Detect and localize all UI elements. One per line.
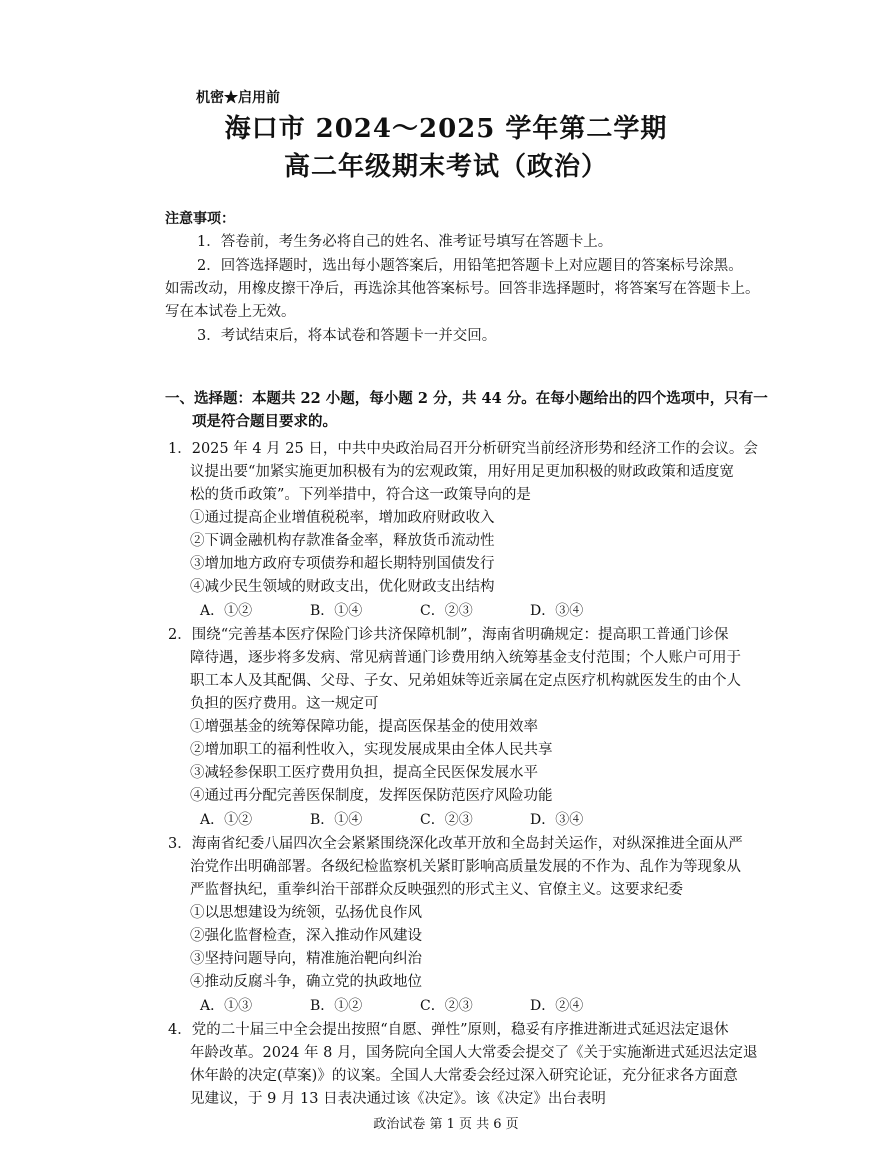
answer-options [200,600,640,620]
question-item: ④减少民生领域的财政支出，优化财政支出结构 [190,579,495,595]
question-stem-line: 见建议，于 9 月 13 日表决通过该《决定》。该《决定》出台表明 [190,1091,606,1107]
question-item: ③减轻参保职工医疗费用负担，提高全民医保发展水平 [190,765,538,781]
notice-item-3: 3．考试结束后，将本试卷和答题卡一并交回。 [197,328,497,344]
option-a: A．①③ [200,998,253,1014]
option-b: B．①② [310,998,363,1014]
question-item: ③坚持问题导向，精准施治靶向纠治 [190,951,422,967]
option-d: D．③④ [530,603,584,619]
section-heading-cont: 项是符合题目要求的。 [192,413,337,430]
question-item: ②下调金融机构存款准备金率，释放货币流动性 [190,533,495,549]
option-a: A．①② [200,603,253,619]
answer-options [200,995,640,1015]
question-stem-line: 松的货币政策”。下列举措中，符合这一政策导向的是 [190,487,531,503]
question-stem-line: 障待遇，逐步将多发病、常见病普通门诊费用纳入统筹基金支付范围；个人账户可用于 [190,650,741,666]
question-stem-line: 年龄改革。2024 年 8 月，国务院向全国人大常委会提交了《关于实施渐进式延迟法定退 [190,1045,758,1061]
option-c: C．②③ [420,603,473,619]
option-b: B．①④ [310,812,363,828]
notice-item-2-cont: 如需改动，用橡皮擦干净后，再选涂其他答案标号。回答非选择题时，将答案写在答题卡上。 [165,281,760,297]
section-heading: 一、选择题：本题共 22 小题，每小题 2 分，共 44 分。在每小题给出的四个选项中，只有一 [165,390,768,407]
option-c: C．②③ [420,998,473,1014]
option-d: D．③④ [530,812,584,828]
question-stem-line: 4．党的二十届三中全会提出按照“自愿、弹性”原则，稳妥有序推进渐进式延迟法定退休 [168,1022,729,1038]
notice-item-2-cont2: 写在本试卷上无效。 [165,304,296,320]
question-stem-line: 休年龄的决定(草案)》的议案。全国人大常委会经过深入研究论证，充分征求各方面意 [190,1068,738,1084]
option-c: C．②③ [420,812,473,828]
question-item: ②强化监督检查，深入推动作风建设 [190,928,422,944]
question-item: ①增强基金的统筹保障功能，提高医保基金的使用效率 [190,719,538,735]
exam-title-line2: 高二年级期末考试（政治） [283,152,608,182]
question-item: ①以思想建设为统领，弘扬优良作风 [190,905,422,921]
question-stem-line: 2．围绕“完善基本医疗保险门诊共济保障机制”，海南省明确规定：提高职工普通门诊保 [168,627,729,643]
answer-options [200,809,640,829]
option-a: A．①② [200,812,253,828]
question-stem-line: 治党作出明确部署。各级纪检监察机关紧盯影响高质量发展的不作为、乱作为等现象从 [190,859,741,875]
exam-title-line1: 海口市 2024～2025 学年第二学期 [224,114,668,144]
question-stem-line: 负担的医疗费用。这一规定可 [190,696,379,712]
notice-heading: 注意事项： [165,211,235,227]
page-footer: 政治试卷 第 1 页 共 6 页 [373,1117,519,1132]
question-item: ①通过提高企业增值税税率，增加政府财政收入 [190,510,495,526]
notice-item-2: 2．回答选择题时，选出每小题答案后，用铅笔把答题卡上对应题目的答案标号涂黑。 [197,258,743,274]
question-stem-line: 1．2025 年 4 月 25 日，中共中央政治局召开分析研究当前经济形势和经济工作的会议。会 [168,441,758,457]
option-d: D．②④ [530,998,584,1014]
option-b: B．①④ [310,603,363,619]
question-stem-line: 严监督执纪，重拳纠治干部群众反映强烈的形式主义、官僚主义。这要求纪委 [190,882,683,898]
notice-item-1: 1．答卷前，考生务必将自己的姓名、准考证号填写在答题卡上。 [197,234,613,250]
question-item: ②增加职工的福利性收入，实现发展成果由全体人民共享 [190,742,553,758]
question-stem-line: 3．海南省纪委八届四次全会紧紧围绕深化改革开放和全岛封关运作，对纵深推进全面从严 [168,836,743,852]
question-stem-line: 议提出要“加紧实施更加积极有为的宏观政策，用好用足更加积极的财政政策和适度宽 [190,464,734,480]
confidential-mark: 机密★启用前 [196,90,280,106]
question-item: ③增加地方政府专项债券和超长期特别国债发行 [190,556,495,572]
question-stem-line: 职工本人及其配偶、父母、子女、兄弟姐妹等近亲属在定点医疗机构就医发生的由个人 [190,673,741,689]
question-item: ④通过再分配完善医保制度，发挥医保防范医疗风险功能 [190,788,553,804]
question-item: ④推动反腐斗争，确立党的执政地位 [190,974,422,990]
